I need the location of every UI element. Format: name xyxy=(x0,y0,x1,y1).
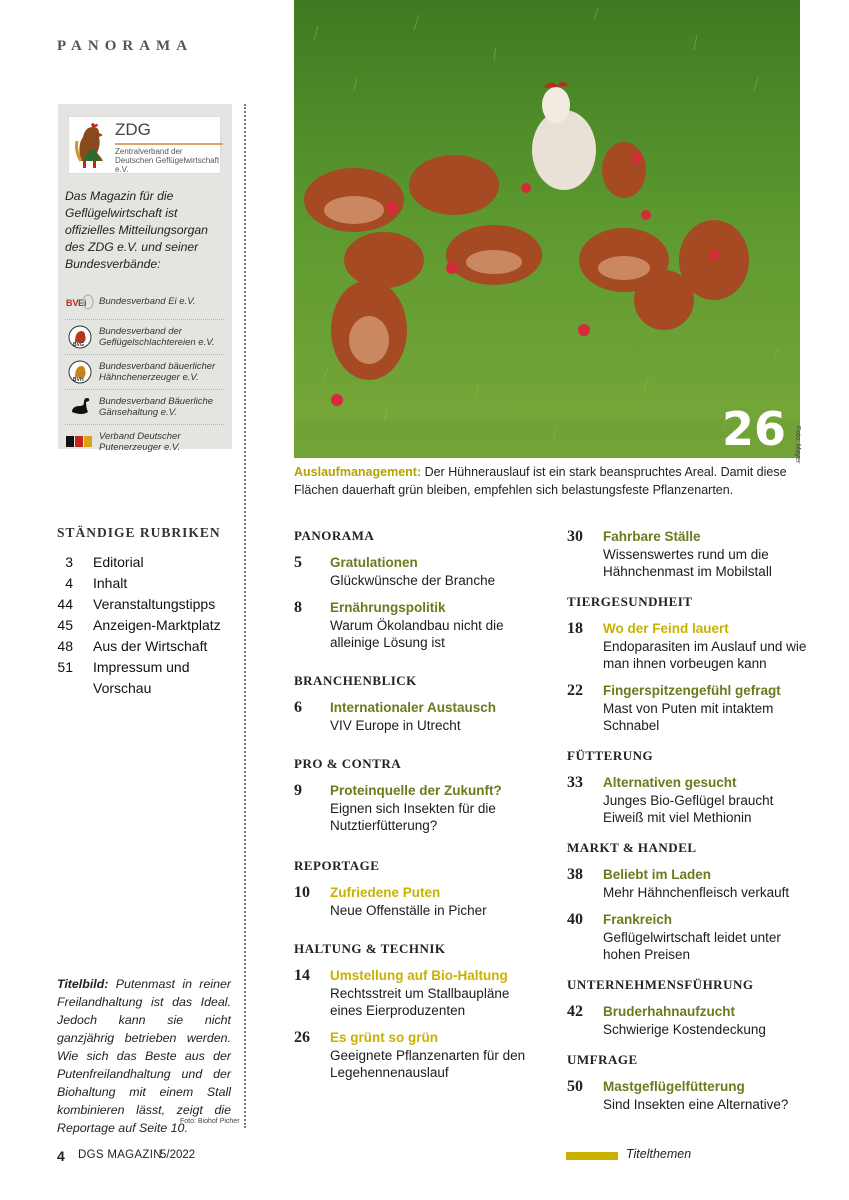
toc-entry-description: Mast von Puten mit intaktem Schnabel xyxy=(603,701,774,733)
toc-entry-page: 38 xyxy=(567,866,583,883)
bvh-logo xyxy=(65,359,95,385)
rubriken-list xyxy=(57,552,242,699)
rubrik-label: Aus der Wirtschaft xyxy=(93,638,208,654)
toc-entry-title: Alternativen gesucht xyxy=(603,775,737,790)
turkey-icon xyxy=(65,435,95,449)
rubrik-item[interactable] xyxy=(57,552,242,573)
toc-entry-page: 10 xyxy=(294,884,310,901)
toc-entry[interactable] xyxy=(294,967,544,1019)
goose-logo xyxy=(65,394,95,420)
cover-note-text: Putenmast in reiner Freilandhaltung ist das Ideal. Jedoch kann sie nicht ganzjährig betrieben werden. Wie sich das Beste aus der Putenfreilandhaltung und der Biohaltung mit einem Stall kombinieren lässt, zeigt die Reportage auf Seite 10. xyxy=(57,977,231,1135)
toc-entry-page: 22 xyxy=(567,682,583,699)
vdp-logo xyxy=(65,429,95,455)
association-item xyxy=(65,285,224,319)
toc-entry-description: Sind Insekten eine Alternative? xyxy=(603,1097,789,1112)
svg-text:BVH: BVH xyxy=(73,377,84,383)
toc-entry-title: Gratulationen xyxy=(330,555,418,570)
toc-entry-description: Endoparasiten im Auslauf und wie man ihnen vorbeugen kann xyxy=(603,639,807,671)
toc-section xyxy=(294,528,544,651)
toc-entry-body xyxy=(330,967,544,1019)
toc-entry-title: Es grünt so grün xyxy=(330,1030,438,1045)
toc-section-heading: PRO & CONTRA xyxy=(294,756,402,771)
rubrik-label: Veranstaltungstipps xyxy=(93,596,216,612)
zdg-logo-rule xyxy=(115,143,223,145)
toc-column-left xyxy=(294,528,544,1081)
rubrik-item[interactable] xyxy=(57,594,242,615)
zdg-logo-subtitle: Zentralverband der Deutschen Geflügelwirtschaft e.V. xyxy=(115,147,220,174)
toc-entry[interactable] xyxy=(294,599,544,651)
svg-text:Ei: Ei xyxy=(78,298,87,308)
toc-entry-page: 5 xyxy=(294,554,302,571)
toc-entry-page: 50 xyxy=(567,1078,583,1095)
toc-section xyxy=(567,840,807,963)
toc-entry[interactable] xyxy=(294,782,544,834)
toc-section-heading: UNTERNEHMENSFÜHRUNG xyxy=(567,977,754,992)
association-item xyxy=(65,389,224,424)
toc-entry-body xyxy=(330,554,544,589)
goose-icon xyxy=(68,396,92,418)
hens-on-meadow-image xyxy=(294,0,800,458)
toc-entry-description: Mehr Hähnchenfleisch verkauft xyxy=(603,885,790,900)
toc-entry-body xyxy=(603,682,807,734)
toc-section xyxy=(294,673,544,734)
toc-entry[interactable] xyxy=(294,699,544,734)
toc-entry[interactable] xyxy=(567,528,807,580)
rooster-icon xyxy=(73,121,109,169)
caption-text: Der Hühnerauslauf ist ein stark beanspruchtes Areal. Damit diese Flächen dauerhaft grün bleiben, empfehlen sich belastungsfeste Pflanzenarten. xyxy=(294,465,787,497)
toc-entry-description: Rechtsstreit um Stallbaupläne eines Eierproduzenten xyxy=(330,986,510,1018)
toc-entry-title: Umstellung auf Bio-Haltung xyxy=(330,968,508,983)
rubrik-item[interactable] xyxy=(57,615,242,636)
toc-entry-body xyxy=(603,1003,807,1038)
toc-entry-description: Junges Bio-Geflügel braucht Eiweiß mit viel Methionin xyxy=(603,793,774,825)
toc-section xyxy=(567,594,807,734)
toc-entry-description: Glückwünsche der Branche xyxy=(330,573,496,588)
toc-entry-page: 42 xyxy=(567,1003,583,1020)
rubrik-item[interactable] xyxy=(57,573,242,594)
toc-entry-title: Bruderhahnaufzucht xyxy=(603,1004,736,1019)
toc-entry[interactable] xyxy=(294,884,544,919)
toc-section xyxy=(567,977,807,1038)
bvg-logo xyxy=(65,324,95,350)
association-name: Bundesverband der Geflügelschlachtereien e.V. xyxy=(99,325,215,348)
toc-entry-description: Schwierige Kostendeckung xyxy=(603,1022,766,1037)
toc-entry-page: 8 xyxy=(294,599,302,616)
rubrik-page: 48 xyxy=(57,638,73,654)
footer-page-number: 4 xyxy=(57,1148,65,1164)
toc-section-heading: MARKT & HANDEL xyxy=(567,840,697,855)
toc-entry-title: Ernährungspolitik xyxy=(330,600,446,615)
association-name: Bundesverband bäuerlicher Hähnchenerzeuger e.V. xyxy=(99,360,216,383)
toc-section xyxy=(294,941,544,1081)
toc-entry[interactable] xyxy=(567,1078,807,1113)
column-divider xyxy=(244,104,246,1128)
cover-note-label: Titelbild: xyxy=(57,977,109,991)
toc-entry-body xyxy=(330,699,544,734)
toc-entry-body xyxy=(603,911,807,963)
toc-entry-page: 14 xyxy=(294,967,310,984)
zdg-logo xyxy=(68,116,221,174)
toc-entry-page: 40 xyxy=(567,911,583,928)
association-item xyxy=(65,319,224,354)
toc-entry[interactable] xyxy=(567,620,807,672)
association-item xyxy=(65,424,224,459)
toc-entry-page: 33 xyxy=(567,774,583,791)
association-name: Bundesverband Bäuerliche Gänsehaltung e.V. xyxy=(99,395,214,418)
toc-section-heading: PANORAMA xyxy=(294,528,375,543)
footer-issue: 5/2022 xyxy=(160,1149,196,1161)
toc-entry-description: Geflügelwirtschaft leidet unter hohen Preisen xyxy=(603,930,781,962)
rooster-icon xyxy=(67,324,93,350)
toc-entry-body xyxy=(330,599,544,651)
toc-entry-body xyxy=(330,782,544,834)
rubrik-page: 51 xyxy=(57,659,73,675)
association-item xyxy=(65,354,224,389)
rubrik-page: 3 xyxy=(65,554,73,570)
toc-entry-page: 30 xyxy=(567,528,583,545)
toc-entry-page: 6 xyxy=(294,699,302,716)
toc-entry-title: Fahrbare Ställe xyxy=(603,529,701,544)
section-header: PANORAMA xyxy=(57,38,194,54)
toc-entry-page: 9 xyxy=(294,782,302,799)
rubrik-label: Inhalt xyxy=(93,575,128,591)
toc-entry-title: Fingerspitzengefühl gefragt xyxy=(603,683,781,698)
toc-entry-title: Internationaler Austausch xyxy=(330,700,497,715)
toc-column-right xyxy=(567,528,807,1113)
toc-entry[interactable] xyxy=(567,866,807,901)
caption-headline: Auslaufmanagement: xyxy=(294,465,422,479)
egg-icon xyxy=(66,291,94,313)
toc-section xyxy=(567,1052,807,1113)
rubrik-label: Editorial xyxy=(93,554,144,570)
toc-section xyxy=(294,756,544,834)
toc-section xyxy=(294,858,544,919)
toc-entry[interactable] xyxy=(567,911,807,963)
toc-entry-body xyxy=(603,866,807,901)
rubrik-page: 44 xyxy=(57,596,73,612)
toc-entry-page: 26 xyxy=(294,1029,310,1046)
cover-note xyxy=(57,975,231,1137)
toc-section-heading: REPORTAGE xyxy=(294,858,380,873)
toc-entry[interactable] xyxy=(567,1003,807,1038)
toc-entry-body xyxy=(603,528,807,580)
toc-section xyxy=(567,528,807,580)
toc-entry-page: 18 xyxy=(567,620,583,637)
rubrik-label: Impressum und Vorschau xyxy=(93,659,190,696)
toc-entry-body xyxy=(603,1078,807,1113)
toc-entry-description: Neue Offenställe in Picher xyxy=(330,903,487,918)
toc-entry-description: Geeignete Pflanzenarten für den Legehennenauslauf xyxy=(330,1048,526,1080)
toc-section-heading: BRANCHENBLICK xyxy=(294,673,417,688)
toc-entry[interactable] xyxy=(567,682,807,734)
toc-entry-description: Warum Ökolandbau nicht die alleinige Lösung ist xyxy=(330,618,504,650)
toc-entry-title: Proteinquelle der Zukunft? xyxy=(330,783,502,798)
toc-entry-title: Mastgeflügelfütterung xyxy=(603,1079,745,1094)
toc-entry-description: Wissenswertes rund um die Hähnchenmast im Mobilstall xyxy=(603,547,772,579)
toc-entry-body xyxy=(330,1029,544,1081)
toc-entry-body xyxy=(603,620,807,672)
rubrik-item[interactable] xyxy=(57,636,242,657)
svg-text:BVG: BVG xyxy=(73,342,84,348)
sidebox-intro: Das Magazin für die Geflügelwirtschaft ist offizielles Mitteilungsorgan des ZDG e.V. und seiner Bundesverbände: xyxy=(65,189,208,271)
toc-entry[interactable] xyxy=(294,554,544,589)
cover-credit: Foto: Biohof Picher xyxy=(180,1118,240,1125)
toc-entry[interactable] xyxy=(567,774,807,826)
toc-entry[interactable] xyxy=(294,1029,544,1081)
footer-magazine: DGS MAGAZIN xyxy=(78,1149,162,1161)
association-name: Bundesverband Ei e.V. xyxy=(99,296,196,308)
rubrik-label: Anzeigen-Marktplatz xyxy=(93,617,221,633)
toc-entry-title: Frankreich xyxy=(603,912,673,927)
photo-page-number: 26 xyxy=(721,402,786,456)
toc-section-heading: FÜTTERUNG xyxy=(567,748,654,763)
svg-text:BV: BV xyxy=(66,298,79,308)
toc-entry-body xyxy=(603,774,807,826)
zdg-logo-title: ZDG xyxy=(115,120,151,139)
rubrik-page: 4 xyxy=(65,575,73,591)
photo-caption xyxy=(294,463,804,499)
rubriken-heading: STÄNDIGE RUBRIKEN xyxy=(57,525,221,540)
toc-entry-title: Beliebt im Laden xyxy=(603,867,712,882)
toc-section xyxy=(567,748,807,826)
rooster-icon xyxy=(67,359,93,385)
toc-entry-body xyxy=(330,884,544,919)
toc-entry-title: Zufriedene Puten xyxy=(330,885,441,900)
association-box xyxy=(58,104,232,453)
toc-entry-title: Wo der Feind lauert xyxy=(603,621,729,636)
toc-section-heading: UMFRAGE xyxy=(567,1052,638,1067)
rubrik-page: 45 xyxy=(57,617,73,633)
toc-section-heading: TIERGESUNDHEIT xyxy=(567,594,693,609)
titelthemen-legend-label: Titelthemen xyxy=(626,1147,692,1161)
cover-photo xyxy=(294,0,800,458)
association-list xyxy=(65,285,224,459)
toc-entry-description: VIV Europe in Utrecht xyxy=(330,718,461,733)
toc-section-heading: HALTUNG & TECHNIK xyxy=(294,941,446,956)
toc-entry-description: Eignen sich Insekten für die Nutztierfütterung? xyxy=(330,801,496,833)
rubrik-item[interactable] xyxy=(57,657,242,699)
photo-credit: Foto: Mayer xyxy=(794,426,801,464)
bvei-logo xyxy=(65,289,95,315)
association-name: Verband Deutscher Putenerzeuger e.V. xyxy=(99,430,181,453)
titelthemen-legend-swatch xyxy=(566,1152,618,1160)
